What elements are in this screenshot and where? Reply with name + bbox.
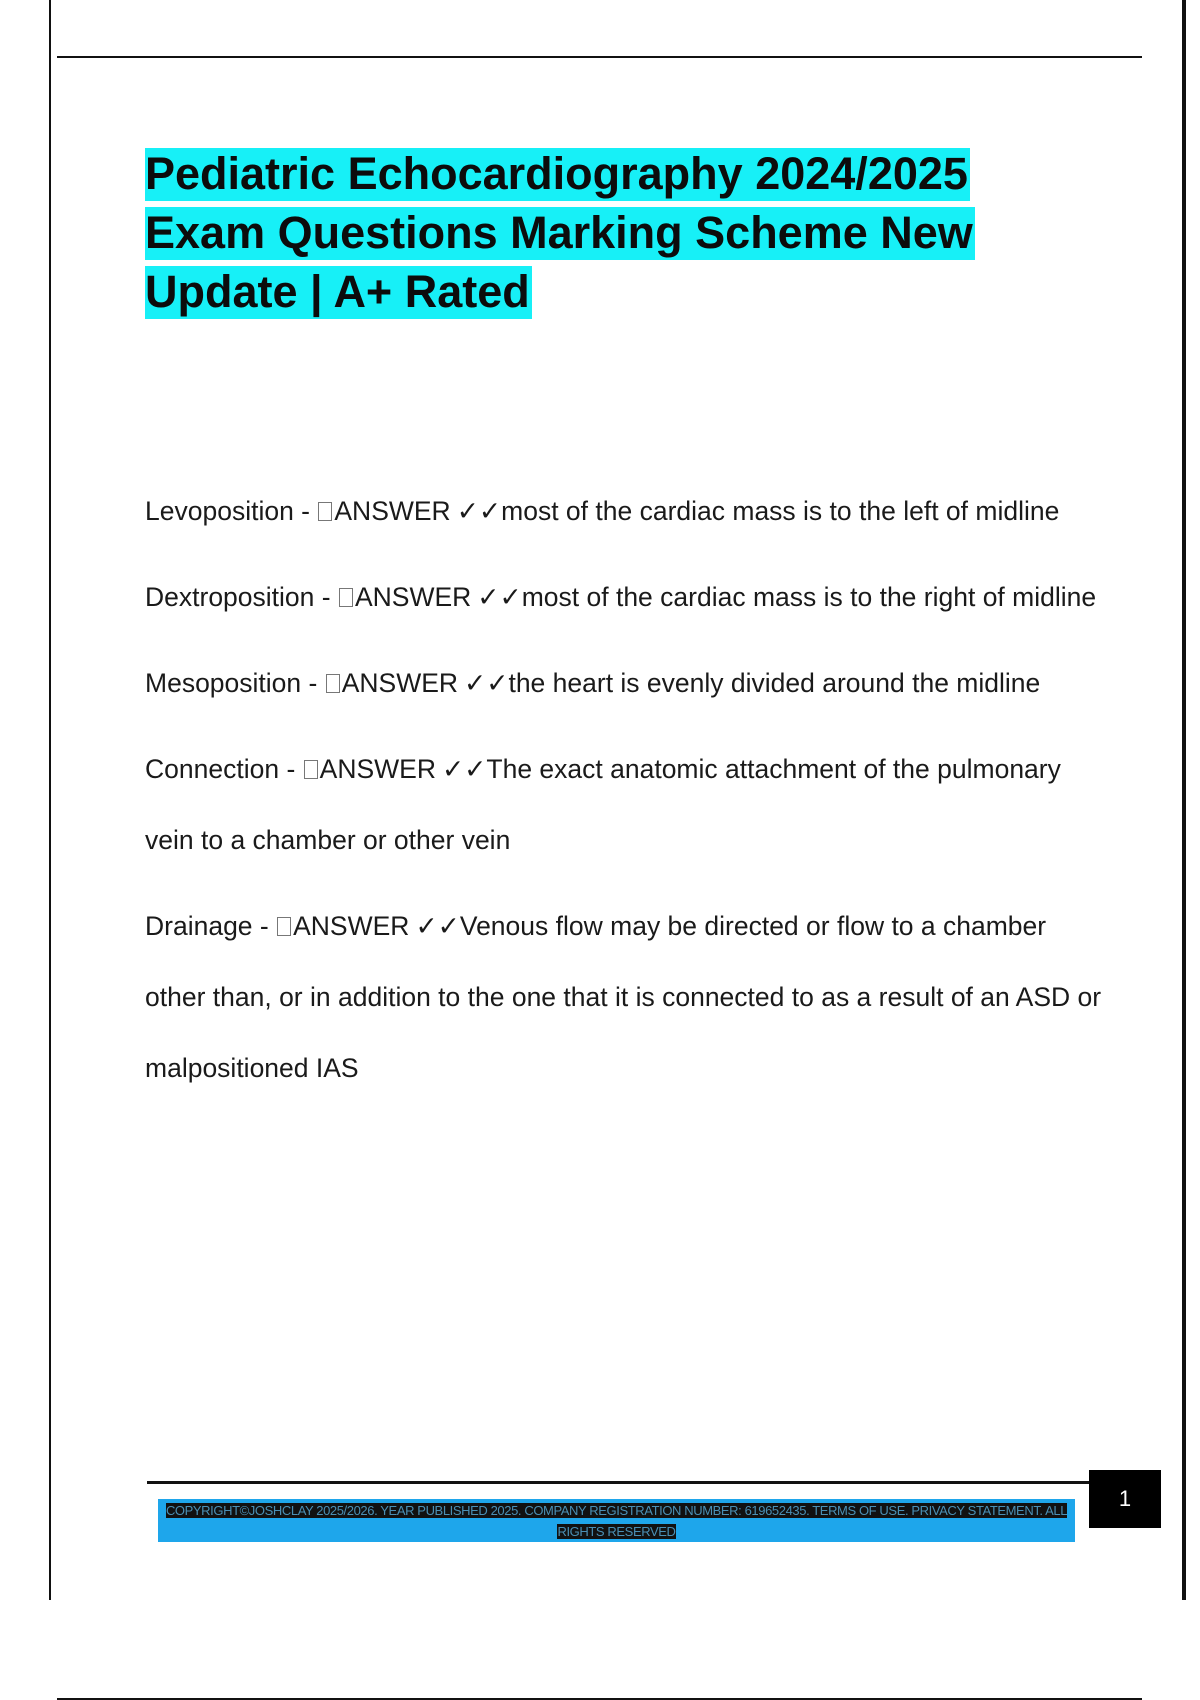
document-title — [145, 144, 1045, 321]
copyright-notice — [158, 1500, 1075, 1542]
entry-answer-label: ANSWER — [334, 496, 451, 526]
flashcard-entry — [145, 734, 1105, 876]
double-check-icon: ✓✓ — [464, 668, 509, 699]
entry-definition: The exact anatomic attachment of the pulmonary vein to a chamber or other vein — [145, 754, 1061, 855]
missing-glyph-icon — [339, 588, 353, 607]
flashcard-entry — [145, 648, 1105, 719]
double-check-icon: ✓✓ — [415, 911, 460, 942]
copyright-text: COPYRIGHT©JOSHCLAY 2025/2026. YEAR PUBLISHED 2025. COMPANY REGISTRATION NUMBER: 619652435. TERMS OF USE. PRIVACY STATEMENT. ALL RIGHTS RESERVED — [165, 1503, 1068, 1539]
entry-term: Mesoposition — [145, 668, 302, 698]
entry-answer-label: ANSWER — [341, 668, 459, 698]
flashcard-entry — [145, 562, 1105, 633]
entry-term: Levoposition — [145, 496, 294, 526]
page-border-right — [1182, 0, 1186, 1600]
missing-glyph-icon — [277, 917, 291, 936]
flashcard-list — [145, 476, 1105, 1119]
entry-separator: - — [279, 754, 303, 784]
page-number: 1 — [1089, 1470, 1161, 1528]
entry-answer-label: ANSWER — [293, 911, 410, 941]
footer-rule — [147, 1481, 1090, 1484]
title-part-2: 2024/2025 Exam Questions Marking Scheme New Update | A+ Rated — [145, 148, 973, 317]
entry-definition: most of the cardiac mass is to the right of midline — [521, 582, 1097, 612]
double-check-icon: ✓✓ — [477, 582, 522, 613]
double-check-icon: ✓✓ — [456, 496, 502, 527]
missing-glyph-icon — [318, 502, 332, 521]
entry-term: Drainage — [145, 911, 253, 941]
flashcard-entry — [145, 476, 1105, 547]
entry-term: Connection — [145, 754, 280, 784]
entry-separator: - — [293, 496, 318, 526]
entry-term: Dextroposition — [145, 582, 315, 612]
missing-glyph-icon — [304, 760, 318, 779]
entry-separator: - — [301, 668, 325, 698]
header-rule — [57, 56, 1142, 58]
flashcard-entry — [145, 891, 1105, 1104]
entry-answer-label: ANSWER — [319, 754, 436, 784]
title-part-1: Pediatric Echocardiography — [145, 148, 743, 199]
entry-definition: Venous flow may be directed or flow to a chamber other than, or in addition to the one that it is connected to as a result of an ASD or malpositioned IAS — [145, 911, 1102, 1083]
entry-definition: the heart is evenly divided around the midline — [508, 668, 1041, 698]
entry-answer-label: ANSWER — [354, 582, 472, 612]
page-border-left — [49, 0, 51, 1600]
missing-glyph-icon — [326, 674, 340, 693]
entry-separator: - — [252, 911, 277, 941]
double-check-icon: ✓✓ — [441, 754, 487, 785]
entry-separator: - — [314, 582, 338, 612]
entry-definition: most of the cardiac mass is to the left of midline — [501, 496, 1060, 526]
